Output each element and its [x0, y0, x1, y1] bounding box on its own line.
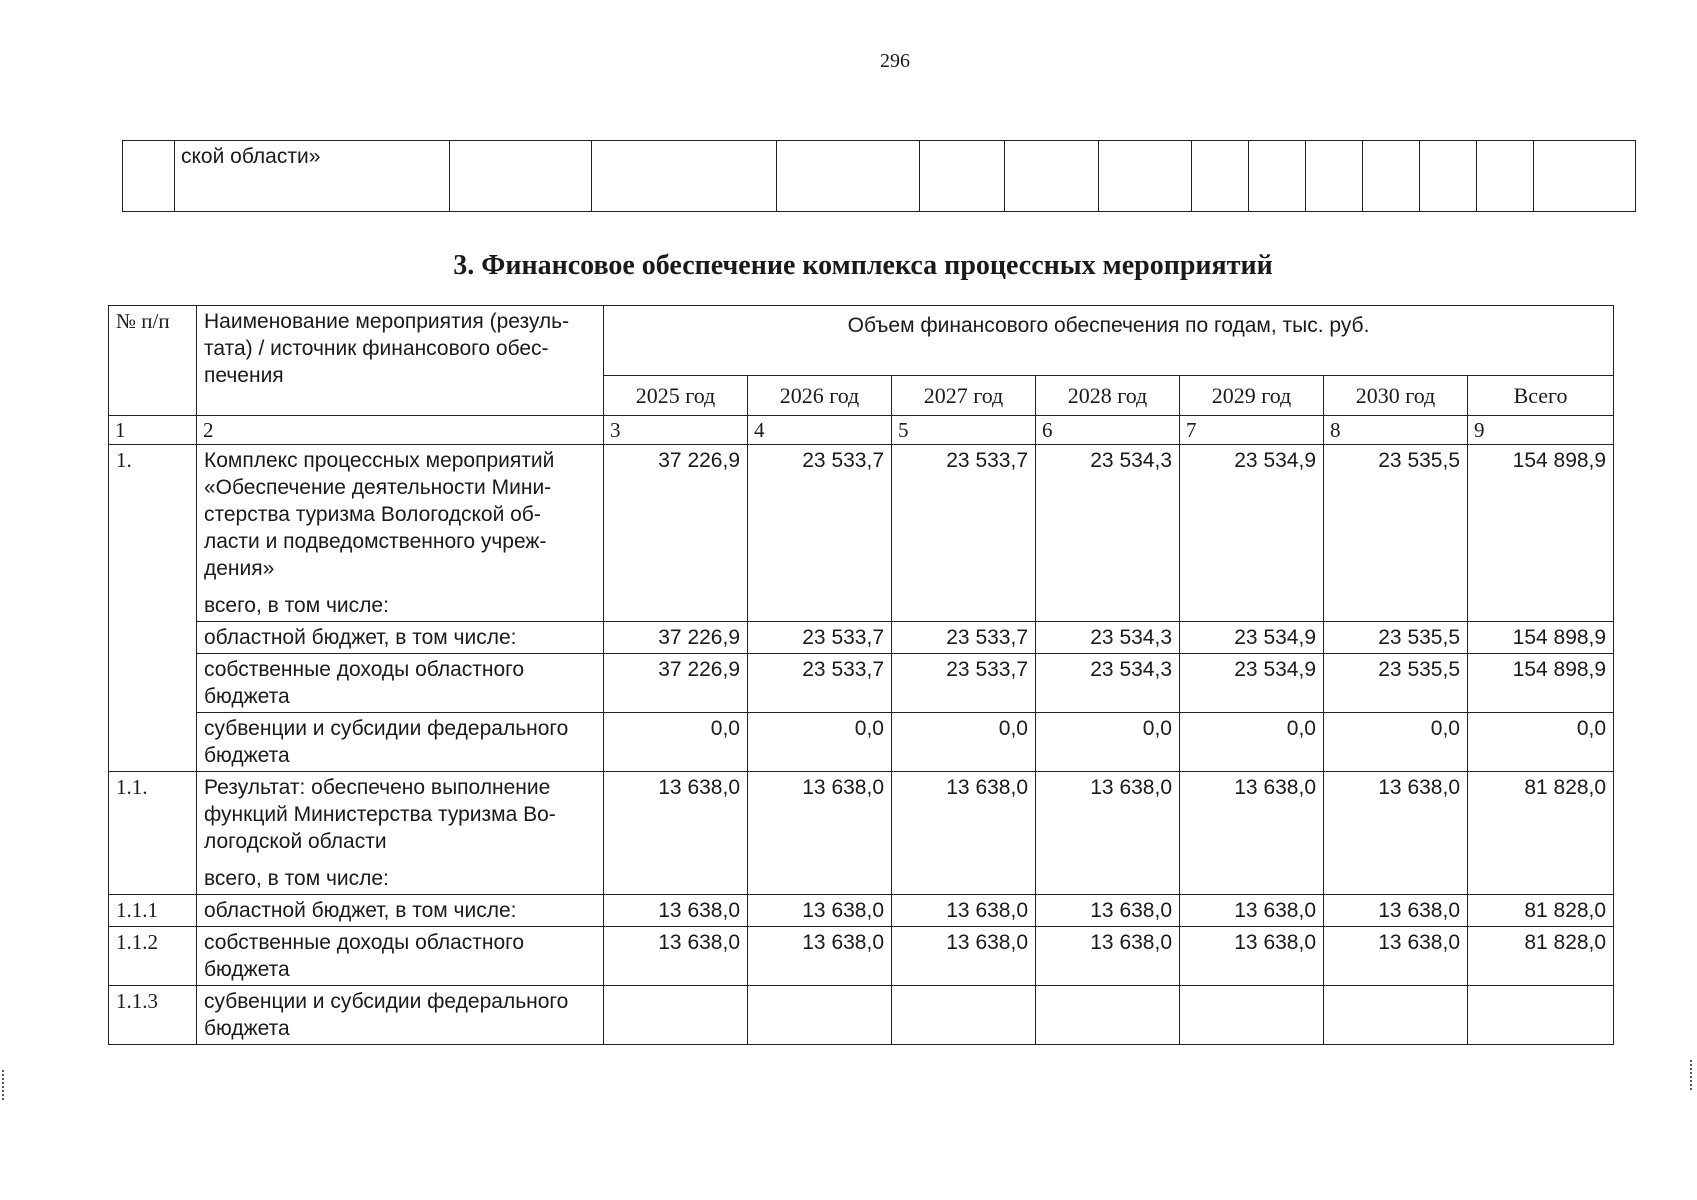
row-name-text: субвенции и субсидии федерального бюджета [204, 990, 569, 1040]
row-number: 1.1. [109, 772, 197, 895]
value-cell [892, 986, 1036, 1045]
value-cell: 0,0 [1036, 713, 1180, 772]
value-cell: 13 638,0 [748, 772, 892, 895]
column-number-3: 3 [604, 416, 748, 445]
value-cell: 37 226,9 [604, 445, 748, 622]
value-cell: 0,0 [1468, 713, 1614, 772]
value-cell: 23 534,3 [1036, 445, 1180, 622]
value-cell [604, 986, 748, 1045]
row-name [197, 445, 604, 622]
value-cell: 13 638,0 [748, 895, 892, 927]
row-number: 1. [109, 445, 197, 772]
column-number-5: 5 [892, 416, 1036, 445]
continuation-cell-num [123, 141, 175, 212]
row-name [197, 895, 604, 927]
column-number-7: 7 [1180, 416, 1324, 445]
row-note: всего, в том числе: [204, 867, 389, 890]
header-year-1: 2026 год [748, 376, 892, 416]
value-cell: 23 534,3 [1036, 654, 1180, 713]
section-title: 3. Финансовое обеспечение комплекса процессных мероприятий [453, 250, 1273, 281]
value-cell: 13 638,0 [892, 927, 1036, 986]
value-cell: 0,0 [1180, 713, 1324, 772]
header-name [197, 306, 604, 416]
row-number: 1.1.3 [109, 986, 197, 1045]
value-cell: 23 535,5 [1324, 622, 1468, 654]
scan-mark-right [1690, 1060, 1695, 1090]
continuation-cell-text: ской области» [175, 141, 450, 212]
financing-table [108, 305, 1614, 1045]
value-cell: 13 638,0 [1324, 895, 1468, 927]
row-number: 1.1.2 [109, 927, 197, 986]
row-number: 1.1.1 [109, 895, 197, 927]
value-cell [1036, 986, 1180, 1045]
column-number-6: 6 [1036, 416, 1180, 445]
column-number-2: 2 [197, 416, 604, 445]
value-cell: 13 638,0 [1180, 895, 1324, 927]
column-number-8: 8 [1324, 416, 1468, 445]
value-cell: 154 898,9 [1468, 445, 1614, 622]
row-name [197, 713, 604, 772]
value-cell: 0,0 [604, 713, 748, 772]
row-name-text: областной бюджет, в том числе: [204, 626, 517, 649]
value-cell: 23 535,5 [1324, 445, 1468, 622]
table-row [109, 713, 1614, 772]
value-cell [748, 986, 892, 1045]
header-volume: Объем финансового обеспечения по годам, тыс. руб. [604, 306, 1614, 376]
value-cell: 23 534,9 [1180, 445, 1324, 622]
value-cell: 37 226,9 [604, 622, 748, 654]
value-cell: 13 638,0 [892, 895, 1036, 927]
column-number-4: 4 [748, 416, 892, 445]
row-name-text: собственные доходы областного бюджета [204, 931, 525, 981]
row-name [197, 622, 604, 654]
scan-mark-left [2, 1070, 7, 1100]
row-note: всего, в том числе: [204, 594, 389, 617]
header-year-3: 2028 год [1036, 376, 1180, 416]
column-number-9: 9 [1468, 416, 1614, 445]
value-cell: 154 898,9 [1468, 622, 1614, 654]
value-cell: 23 533,7 [892, 622, 1036, 654]
table-row [109, 445, 1614, 622]
row-name-text: субвенции и субсидии федерального бюджета [204, 717, 569, 767]
table-row [109, 622, 1614, 654]
value-cell: 13 638,0 [1036, 772, 1180, 895]
value-cell: 154 898,9 [1468, 654, 1614, 713]
row-name [197, 927, 604, 986]
value-cell: 13 638,0 [1180, 927, 1324, 986]
table-row [109, 986, 1614, 1045]
value-cell [1468, 986, 1614, 1045]
value-cell: 23 533,7 [892, 654, 1036, 713]
row-name-text: собственные доходы областного бюджета [204, 658, 525, 708]
value-cell [1324, 986, 1468, 1045]
row-name [197, 986, 604, 1045]
value-cell: 0,0 [748, 713, 892, 772]
table-row [109, 654, 1614, 713]
page-number: 296 [880, 50, 910, 72]
value-cell: 13 638,0 [1036, 895, 1180, 927]
value-cell: 23 533,7 [748, 654, 892, 713]
value-cell: 13 638,0 [604, 927, 748, 986]
row-name [197, 772, 604, 895]
header-year-5: 2030 год [1324, 376, 1468, 416]
table-row [109, 895, 1614, 927]
value-cell: 13 638,0 [1180, 772, 1324, 895]
value-cell: 23 534,9 [1180, 654, 1324, 713]
table-row [109, 772, 1614, 895]
value-cell: 81 828,0 [1468, 772, 1614, 895]
column-number-1: 1 [109, 416, 197, 445]
header-year-2: 2027 год [892, 376, 1036, 416]
table-row [109, 927, 1614, 986]
value-cell: 13 638,0 [892, 772, 1036, 895]
header-year-4: 2029 год [1180, 376, 1324, 416]
header-num: № п/п [109, 306, 197, 416]
value-cell: 13 638,0 [604, 772, 748, 895]
value-cell: 23 533,7 [748, 622, 892, 654]
value-cell: 23 535,5 [1324, 654, 1468, 713]
header-year-0: 2025 год [604, 376, 748, 416]
value-cell: 23 533,7 [748, 445, 892, 622]
value-cell: 23 534,9 [1180, 622, 1324, 654]
row-name-text: областной бюджет, в том числе: [204, 899, 517, 922]
value-cell: 0,0 [1324, 713, 1468, 772]
value-cell: 13 638,0 [748, 927, 892, 986]
value-cell: 81 828,0 [1468, 927, 1614, 986]
value-cell: 13 638,0 [1324, 772, 1468, 895]
value-cell: 37 226,9 [604, 654, 748, 713]
value-cell: 0,0 [892, 713, 1036, 772]
row-name-text: Комплекс процессных мероприятий «Обеспечение деятельности Мини- стерства туризма Вологодской об- ласти и подведомственного учреж- дения» [204, 449, 555, 580]
header-year-6: Всего [1468, 376, 1614, 416]
value-cell: 13 638,0 [604, 895, 748, 927]
value-cell: 23 533,7 [892, 445, 1036, 622]
row-name-text: Результат: обеспечено выполнение функций Министерства туризма Во- логодской области [204, 776, 556, 853]
value-cell: 13 638,0 [1324, 927, 1468, 986]
continuation-table [122, 140, 1636, 212]
value-cell: 23 534,3 [1036, 622, 1180, 654]
value-cell [1180, 986, 1324, 1045]
value-cell: 13 638,0 [1036, 927, 1180, 986]
value-cell: 81 828,0 [1468, 895, 1614, 927]
row-name [197, 654, 604, 713]
header-name-text: Наименование мероприятия (резуль- тата) / источник финансового обес- печения [204, 310, 570, 387]
